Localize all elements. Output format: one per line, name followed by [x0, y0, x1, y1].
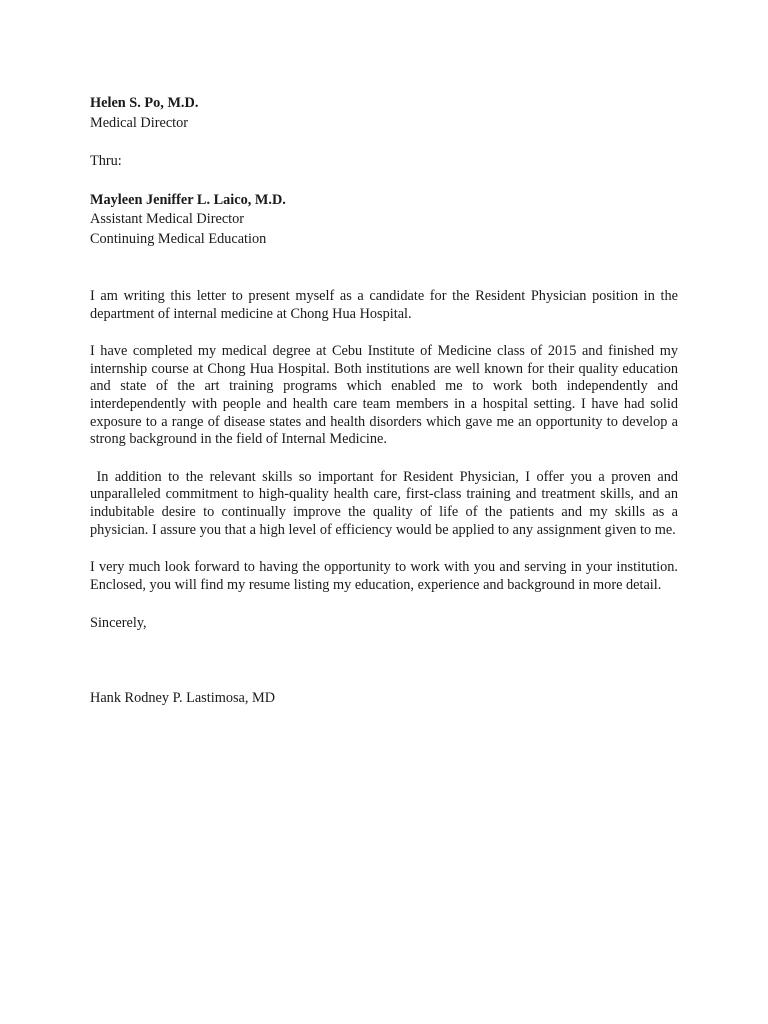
signature-name: Hank Rodney P. Lastimosa, MD: [90, 689, 276, 706]
cover-letter: [90, 94, 682, 708]
letter-body: [90, 288, 682, 594]
closing-salutation: Sincerely,: [90, 615, 147, 632]
recipient-name: Helen S. Po, M.D.: [90, 95, 199, 111]
thru-label: Thru:: [90, 153, 122, 169]
body-paragraph-1: I am writing this letter to present myself as a candidate for the Resident Physician position in the department of internal medicine at Chong Hua Hospital.: [90, 288, 678, 322]
recipient-block: [90, 94, 678, 133]
via-name: Mayleen Jeniffer L. Laico, M.D.: [90, 191, 286, 208]
thru-block: [90, 152, 678, 172]
recipient-title: Medical Director: [90, 114, 189, 131]
body-paragraph-4: I very much look forward to having the opportunity to work with you and serving in your institution. Enclosed, you will find my resume listing my education, experience and background in more detail.: [90, 559, 678, 593]
closing-block: [90, 614, 678, 634]
via-title-2: Continuing Medical Education: [90, 230, 267, 247]
signature-block: [90, 689, 678, 709]
via-title-1: Assistant Medical Director: [90, 211, 245, 227]
via-block: [90, 191, 678, 250]
body-paragraph-2: I have completed my medical degree at Cebu Institute of Medicine class of 2015 and finished my internship course at Chong Hua Hospital. Both institutions are well known for their quality education and state of the art training programs which enabled me to work both independently and interdependently with people and health care team members in a hospital setting. I have had solid exposure to a range of disease states and health disorders which gave me an opportunity to develop a strong background in the field of Internal Medicine.: [90, 343, 678, 448]
body-paragraph-3: In addition to the relevant skills so important for Resident Physician, I offer you a proven and unparalleled commitment to high-quality health care, first-class training and treatment skills, and an indubitable desire to continually improve the quality of life of the patients and my skills as a physician. I assure you that a high level of efficiency would be applied to any assignment given to me.: [90, 468, 682, 538]
